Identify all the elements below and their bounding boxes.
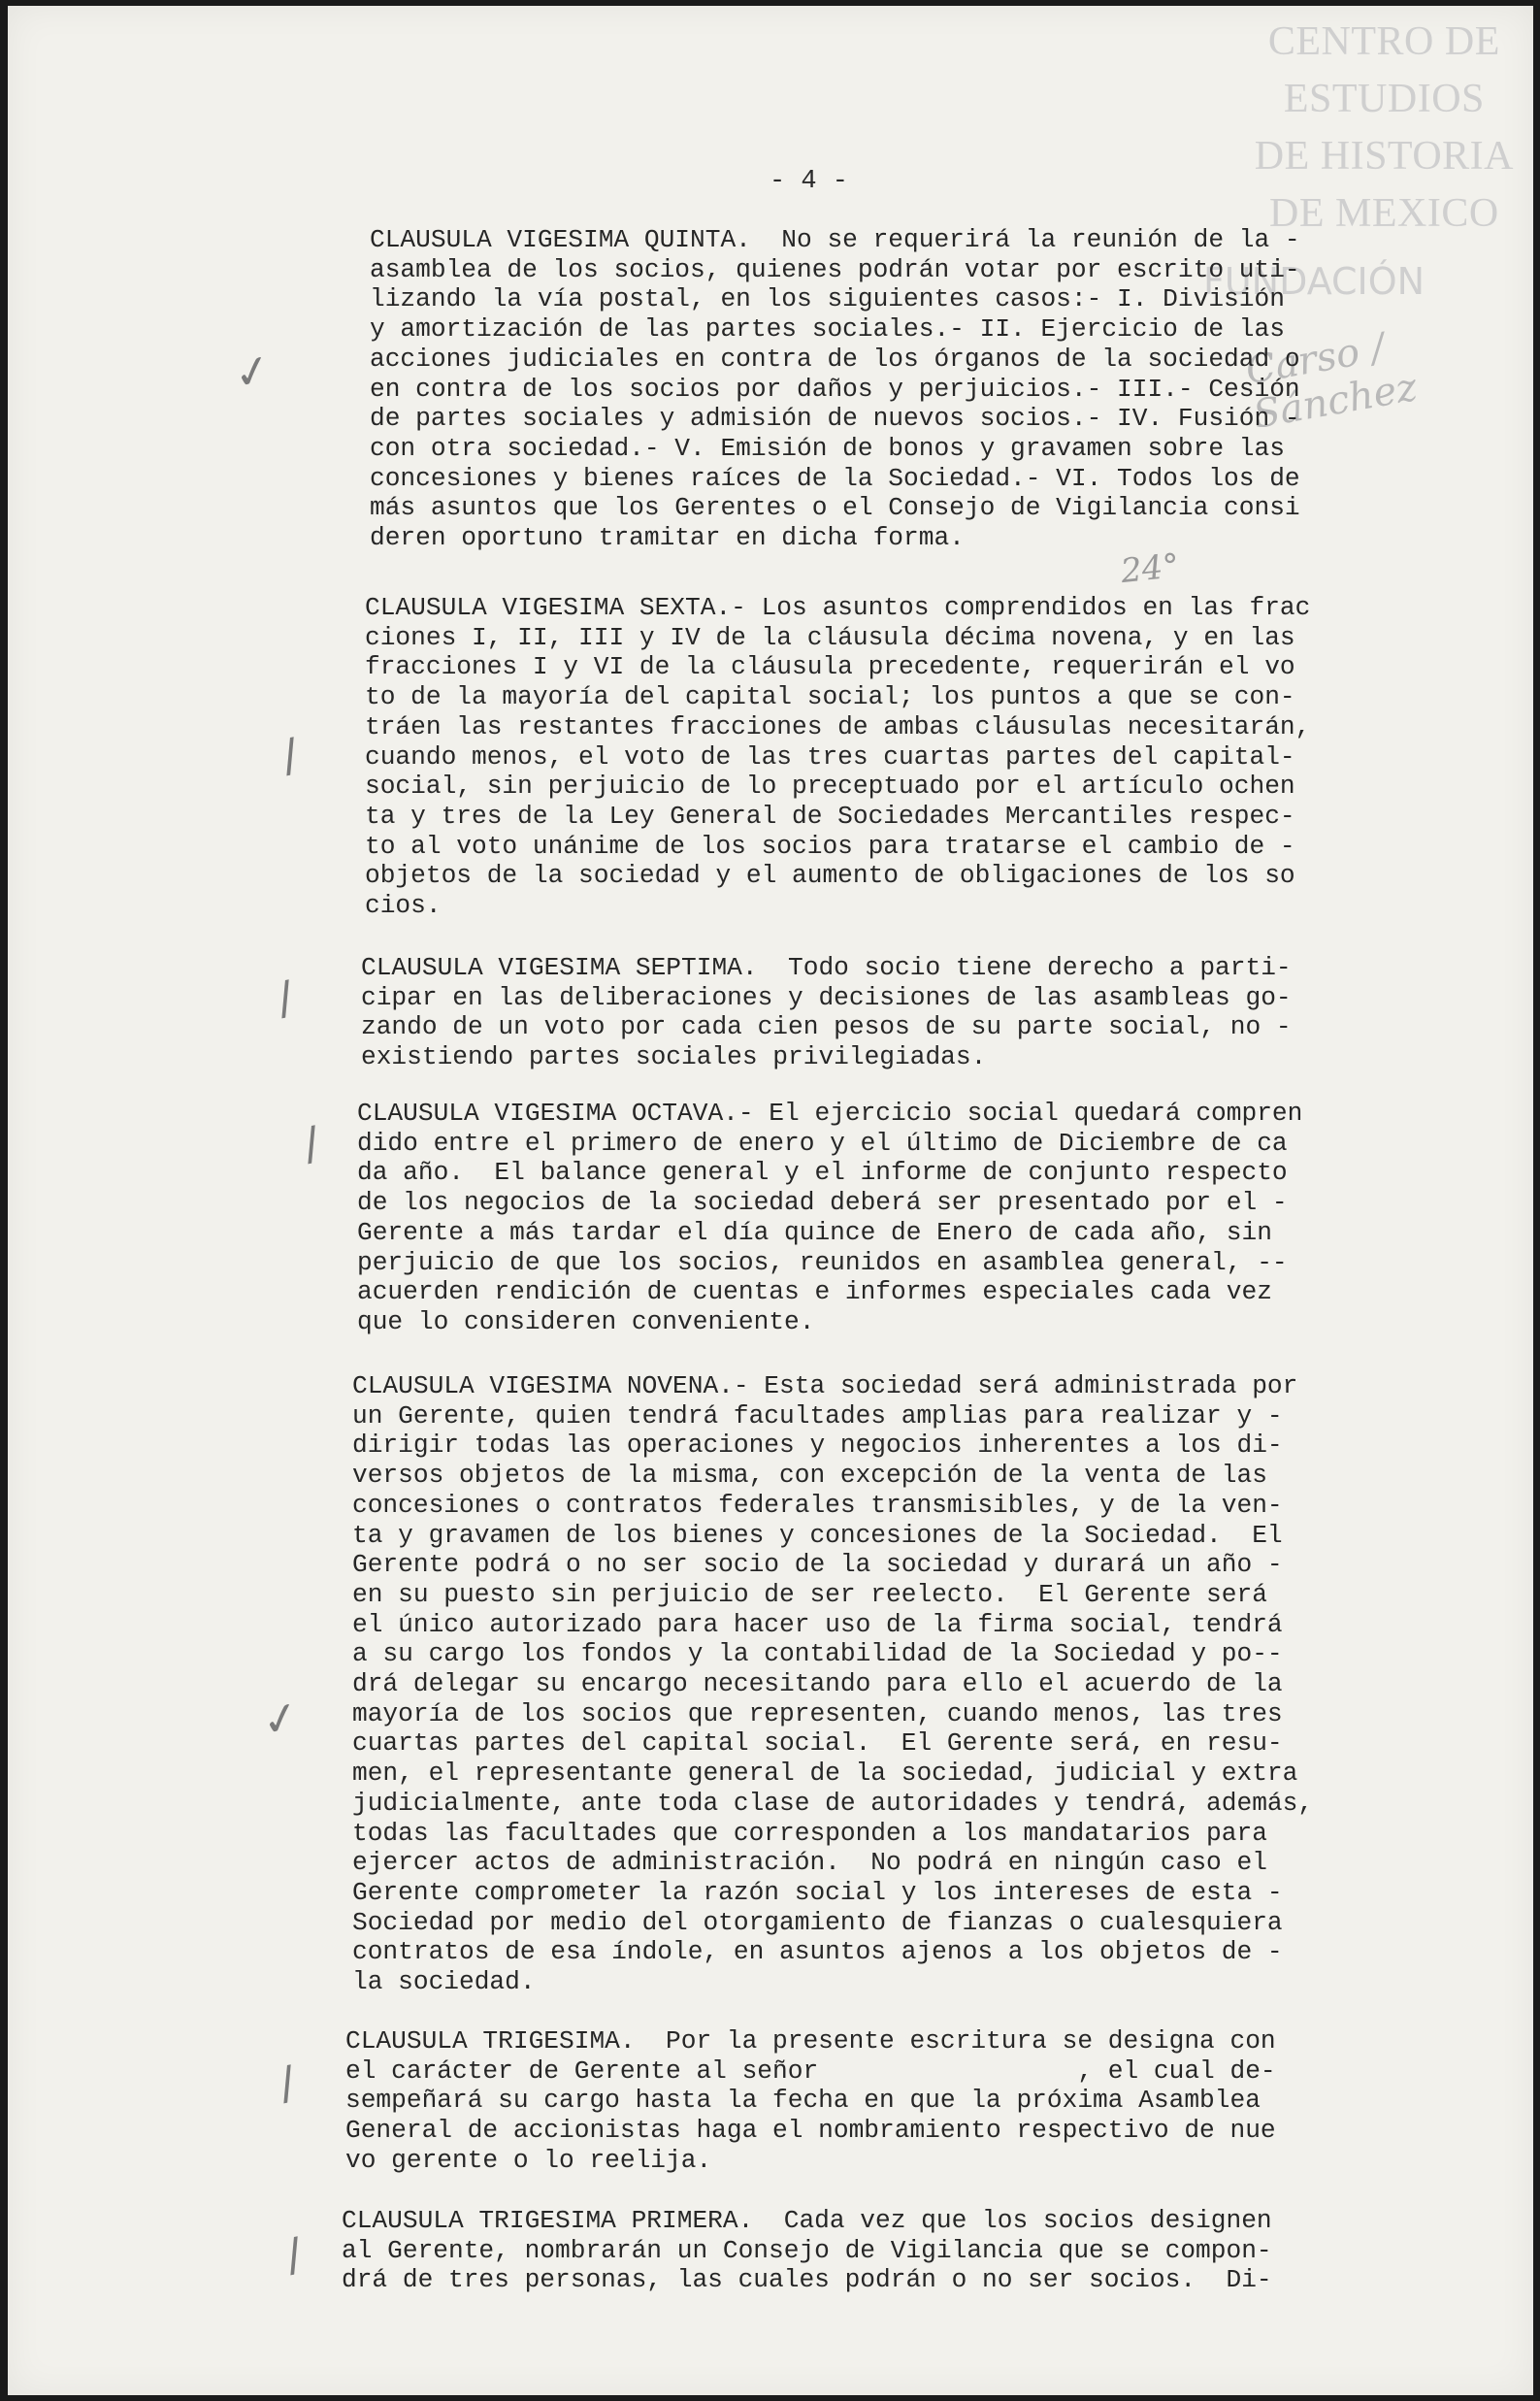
clause-29: CLAUSULA VIGESIMA NOVENA.- Esta sociedad será administrada por un Gerente, quien tendrá facultades amplias para realizar y - dirigir todas las operaciones y negocios inherentes a los di- versos objetos de la misma, con excepción de la venta de las concesiones o contratos federales transmisibles, y de la ven- ta y gravamen de los bienes y concesiones de la Sociedad. El Gerente podrá o no ser socio de la sociedad y durará un año - en su puesto sin perjuicio de ser reelecto. El Gerente será el único autorizado para hacer uso de la firma social, tendrá a su cargo los fondos y la contabilidad de la Sociedad y po-- drá delegar su encargo necesitando para ello el acuerdo de la mayoría de los socios que representen, cuando menos, las tres cuartas partes del capital social. El Gerente será, en resu- men, el representante general de la sociedad, judicial y extra judicialmente, ante toda clase de autoridades y tendrá, además, todas las facultades que corresponden a los mandatarios para ejercer actos de administración. No podrá en ningún caso el Gerente comprometer la razón social y los intereses de esta - Sociedad por medio del otorgamiento de fianzas o cualesquiera contratos de esa índole, en asuntos ajenos a los objetos de - la sociedad. bbox=[352, 1371, 1314, 1997]
margin-check-icon: ✓ bbox=[256, 1689, 305, 1749]
clause-27: CLAUSULA VIGESIMA SEPTIMA. Todo socio tiene derecho a parti- cipar en las deliberaciones y decisiones de las asambleas go- zando de un voto por cada cien pesos de su parte social, no - existiendo partes sociales privilegiadas. bbox=[361, 953, 1292, 1072]
margin-check-icon: / bbox=[298, 1115, 324, 1171]
clause-26: CLAUSULA VIGESIMA SEXTA.- Los asuntos comprendidos en las frac ciones I, II, III y IV de la cláusula décima novena, y en las fracciones I y VI de la cláusula precedente, requerirán el vo to de la mayoría del capital social; los puntos a que se con- tráen las restantes fracciones de ambas cláusulas necesitarán, cuando menos, el voto de las tres cuartas partes del capital- social, sin perjuicio de lo preceptuado por el artículo ochen ta y tres de la Ley General de Sociedades Mercantiles respec- to al voto unánime de los socios para tratarse el cambio de - objetos de la sociedad y el aumento de obligaciones de los so cios. bbox=[365, 593, 1311, 921]
clause-31: CLAUSULA TRIGESIMA PRIMERA. Cada vez que los socios designen al Gerente, nombrarán un Consejo de Vigilancia que se compon- drá de tres personas, las cuales podrán o no ser socios. Di- bbox=[342, 2206, 1272, 2295]
watermark-line: ESTUDIOS bbox=[1283, 77, 1485, 121]
margin-check-icon: / bbox=[280, 2226, 307, 2283]
margin-check-icon: ✓ bbox=[228, 342, 277, 402]
watermark-line: DE MEXICO bbox=[1269, 191, 1499, 236]
foundation-stamp-fragment: FUNDACIÓN bbox=[1203, 260, 1425, 303]
watermark-line: CENTRO DE bbox=[1267, 19, 1500, 64]
margin-check-icon: / bbox=[272, 970, 298, 1026]
clause-30: CLAUSULA TRIGESIMA. Por la presente escritura se designa con el carácter de Gerente al señor , el cual de- sempeñará su cargo hasta la fecha en que la próxima Asamblea General de accionistas haga el nombramiento respectivo de nue vo gerente o lo reelija. bbox=[345, 2026, 1276, 2175]
clause-25: CLAUSULA VIGESIMA QUINTA. No se requerirá la reunión de la - asamblea de los socios, quienes podrán votar por escrito uti- lizando la vía postal, en los siguientes casos:- I. División y amortización de las partes sociales.- II. Ejercicio de las acciones judiciales en contra de los órganos de la sociedad o en contra de los socios por daños y perjuicios.- III.- Cesión de partes sociales y admisión de nuevos socios.- IV. Fusión - con otra sociedad.- V. Emisión de bonos y gravamen sobre las concesiones y bienes raíces de la Sociedad.- VI. Todos los de más asuntos que los Gerentes o el Consejo de Vigilancia consi deren oportuno tramitar en dicha forma. bbox=[370, 225, 1300, 553]
document-page bbox=[8, 6, 1533, 2395]
faint-signature: Carso / Sánchez bbox=[1242, 325, 1421, 438]
page-number: - 4 - bbox=[770, 167, 849, 196]
watermark-line: DE HISTORIA bbox=[1254, 134, 1514, 179]
margin-check-icon: / bbox=[277, 727, 303, 783]
archive-watermark bbox=[1255, 14, 1514, 243]
handwritten-annotation: 24° bbox=[1119, 545, 1182, 592]
margin-check-icon: / bbox=[274, 2055, 300, 2111]
clause-28: CLAUSULA VIGESIMA OCTAVA.- El ejercicio social quedará compren dido entre el primero de enero y el último de Diciembre de ca da año. El balance general y el informe de conjunto respecto de los negocios de la sociedad deberá ser presentado por el - Gerente a más tardar el día quince de Enero de cada año, sin perjuicio de que los socios, reunidos en asamblea general, -- acuerden rendición de cuentas e informes especiales cada vez que lo consideren conveniente. bbox=[357, 1099, 1303, 1336]
